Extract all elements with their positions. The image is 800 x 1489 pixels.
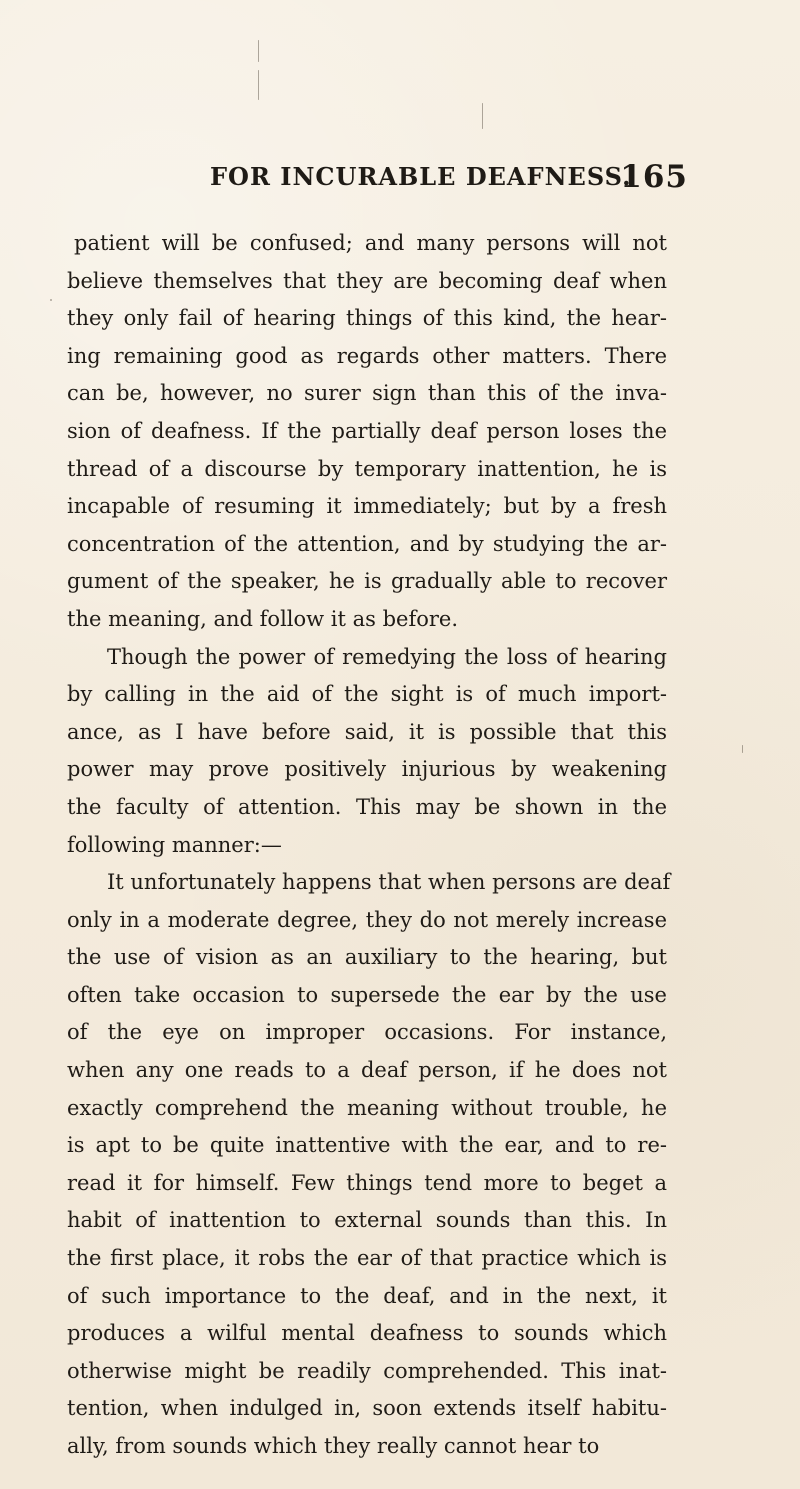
text-line: when any one reads to a deaf person, if he does not xyxy=(67,1058,667,1083)
text-line: incapable of resuming it immediately; but by a fresh xyxy=(67,494,667,519)
text-line: believe themselves that they are becoming deaf when xyxy=(67,268,667,293)
text-line: power may prove positively injurious by weakening xyxy=(67,757,667,782)
text-line: only in a moderate degree, they do not merely increase xyxy=(67,907,667,932)
text-line: is apt to be quite inattentive with the ear, and to re- xyxy=(67,1133,667,1158)
text-line: the meaning, and follow it as before. xyxy=(67,606,459,631)
text-line: the use of vision as an auxiliary to the hearing, but xyxy=(67,945,667,970)
text-line: ing remaining good as regards other matters. There xyxy=(67,343,667,368)
page-title: FOR INCURABLE DEAFNESS. xyxy=(210,162,632,191)
text-line: ance, as I have before said, it is possible that this xyxy=(67,719,667,744)
scan-mark xyxy=(50,299,52,301)
text-line: patient will be confused; and many persons will not xyxy=(74,231,667,255)
text-line: Though the power of remedying the loss of hearing xyxy=(107,644,667,669)
text-line: of such importance to the deaf, and in the next, it xyxy=(67,1283,667,1308)
text-line: ally, from sounds which they really cannot hear to xyxy=(67,1434,600,1458)
scan-mark xyxy=(482,103,483,129)
text-line: thread of a discourse by temporary inattention, he is xyxy=(67,456,667,481)
text-line: the faculty of attention. This may be shown in the xyxy=(67,794,667,819)
body-text xyxy=(67,225,671,1466)
text-line: the first place, it robs the ear of that practice which is xyxy=(67,1246,667,1271)
text-line: exactly comprehend the meaning without trouble, he xyxy=(67,1095,667,1120)
text-line: habit of inattention to external sounds than this. In xyxy=(67,1208,667,1233)
text-line: by calling in the aid of the sight is of much import- xyxy=(67,682,667,707)
scan-mark xyxy=(258,70,259,100)
text-line: often take occasion to supersede the ear by the use xyxy=(67,982,667,1007)
text-line: of the eye on improper occasions. For instance, xyxy=(67,1020,667,1045)
text-line: can be, however, no surer sign than this of the inva- xyxy=(67,381,667,406)
text-line: concentration of the attention, and by studying the ar- xyxy=(67,531,667,556)
text-line: tention, when indulged in, soon extends itself habitu- xyxy=(67,1396,667,1421)
text-line: otherwise might be readily comprehended. This inat- xyxy=(67,1358,667,1383)
text-line: sion of deafness. If the partially deaf person loses the xyxy=(67,418,667,443)
text-line: It unfortunately happens that when persons are deaf xyxy=(107,870,671,895)
page-number: 165 xyxy=(620,159,688,195)
text-line: they only fail of hearing things of this kind, the hear- xyxy=(67,306,667,331)
running-header xyxy=(210,152,688,202)
text-line: produces a wilful mental deafness to sounds which xyxy=(67,1321,667,1346)
text-line: read it for himself. Few things tend more to beget a xyxy=(67,1170,667,1195)
text-line: gument of the speaker, he is gradually able to recover xyxy=(67,569,667,594)
scan-mark xyxy=(258,40,259,62)
text-line: following manner:— xyxy=(67,832,282,857)
scan-mark xyxy=(742,745,743,753)
